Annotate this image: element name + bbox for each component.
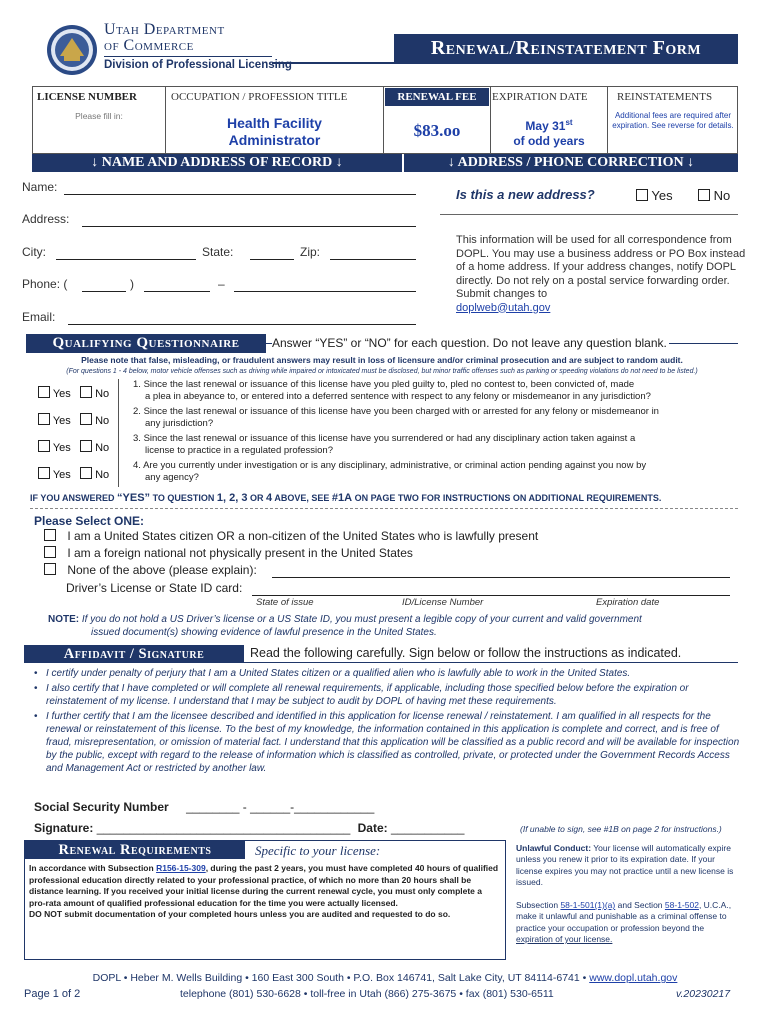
yes-label: Yes (52, 469, 71, 481)
no-checkbox[interactable] (80, 440, 92, 452)
question-text (118, 460, 736, 487)
if-yes-rule (30, 508, 738, 509)
if-yes-pre: IF YOU ANSWERED (30, 493, 115, 503)
if-yes-instruction (30, 492, 742, 504)
affidavit-instruction: Read the following carefully. Sign below or follow the instructions as indicated. (250, 646, 682, 660)
dl-field[interactable] (252, 595, 730, 596)
state-field[interactable] (250, 259, 294, 260)
license-number-field[interactable] (33, 107, 165, 153)
no-checkbox[interactable] (698, 189, 710, 201)
footer-address (0, 972, 770, 984)
statute-pre: Subsection (516, 900, 559, 911)
statute-mid: and Section (617, 900, 663, 911)
yes-label: Yes (651, 188, 673, 203)
select-one-title: Please Select ONE: (34, 514, 145, 528)
rule-link[interactable]: R156-15-309 (156, 863, 206, 873)
signature-label: Signature: (34, 821, 94, 835)
yes-label: Yes (52, 442, 71, 454)
new-address-question (456, 187, 595, 202)
signature-row (34, 821, 464, 835)
lawful-presence-note (48, 613, 738, 639)
phone-area-field[interactable] (82, 291, 126, 292)
unlawful-text: Your license will automatically expire unless you renew it prior to its expiration date. If your license expires you may not practice until a new license is issued. (516, 843, 734, 887)
ssn-label: Social Security Number (34, 800, 169, 814)
question-num: 2. (133, 406, 141, 417)
no-label: No (95, 442, 110, 454)
no-checkbox[interactable] (80, 413, 92, 425)
email-field[interactable] (68, 324, 416, 325)
phone-prefix-field[interactable] (144, 291, 210, 292)
question-yes[interactable] (38, 386, 71, 400)
title-rule (272, 62, 738, 64)
correction-info-text: This information will be used for all correspondence from DOPL. You may use a business address or PO Box instead of a home address. If your address changes, notify DOPL directly. Do not rely on a postal service forwarding order. Submit changes to (456, 234, 746, 300)
address-field[interactable] (82, 226, 416, 227)
date-label: Date: (357, 821, 388, 835)
note-line2: issued document(s) showing evidence of lawful presence in the United States. (91, 627, 437, 638)
option-none[interactable] (44, 563, 257, 577)
question-yes[interactable] (38, 440, 71, 454)
agency-line2: of Commerce (104, 37, 194, 54)
email-label: Email: (22, 310, 56, 324)
question-line1: Are you currently under investigation or is any disciplinary, administrative, or criminal action pending against you now by (143, 460, 647, 471)
unable-to-sign-note: (If unable to sign, see #1B on page 2 for instructions.) (520, 824, 722, 834)
question-line2: license to practice in a regulated profession? (145, 444, 334, 456)
new-address-label: Is this a new address? (456, 187, 595, 202)
no-label: No (95, 415, 110, 427)
unlawful-title: Unlawful Conduct: (516, 843, 592, 853)
if-yes-mid2: ABOVE, SEE (274, 493, 330, 503)
question-num: 1. (133, 379, 141, 390)
expiration-value (491, 115, 607, 149)
yes-checkbox[interactable] (38, 386, 50, 398)
yes-checkbox[interactable] (636, 189, 648, 201)
id-number-label: ID/License Number (402, 597, 484, 608)
none-checkbox[interactable] (44, 563, 56, 575)
question-no[interactable] (80, 413, 109, 427)
city-field[interactable] (56, 259, 196, 260)
address-correction-header: ↓ ADDRESS / PHONE CORRECTION ↓ (404, 154, 738, 172)
new-address-yes[interactable] (636, 188, 673, 203)
fill-in-hint: Please fill in: (75, 111, 123, 121)
phone-dash: – (218, 277, 225, 291)
question-line1: Since the last renewal or issuance of this license have you been charged with or arrested for any felony or misdemeanor in (143, 406, 659, 417)
form-title: Renewal/Reinstatement Form (394, 34, 738, 62)
correction-info (456, 234, 752, 315)
name-address-header: ↓ NAME AND ADDRESS OF RECORD ↓ (32, 154, 402, 172)
no-label: No (95, 469, 110, 481)
ssn-field[interactable]: ________ - ______-____________ (186, 800, 375, 814)
requirements-body (29, 863, 499, 921)
if-yes-ref: #1A (331, 492, 353, 504)
note-line1: If you do not hold a US Driver’s license or a US State ID, you must present a legible copy of your current and valid government (81, 614, 642, 625)
foreign-checkbox[interactable] (44, 546, 56, 558)
name-field[interactable] (64, 194, 416, 195)
statute-link-1[interactable]: 58-1-501(1)(a) (560, 900, 616, 911)
zip-field[interactable] (330, 259, 416, 260)
state-label: State: (202, 245, 234, 259)
website-link[interactable]: www.dopl.utah.gov (589, 972, 678, 984)
option-foreign[interactable] (44, 546, 413, 560)
questionnaire-warning: Please note that false, misleading, or fraudulent answers may result in loss of licensure and/or criminal prosecution and are subject to random audit. (81, 355, 683, 365)
statute-link-2[interactable]: 58-1-502 (664, 900, 699, 911)
expiration-day: May 31 (525, 119, 566, 133)
record-fields (22, 176, 422, 326)
question-line1: Since the last renewal or issuance of this license have you surrendered or had any disciplinary action taken against a (143, 433, 636, 444)
question-row (34, 379, 740, 406)
col-expiration-header: EXPIRATION DATE (492, 91, 588, 103)
yes-label: Yes (52, 415, 71, 427)
affidavit-item: • I also certify that I have completed or will complete all renewal requirements, if applicable, including those specified below before the expiration or reinstatement of my license. I understand that I may be subject to audit by DOPL of having met these requirements. (34, 682, 746, 708)
renewal-fee-value: $83.oo (413, 121, 461, 140)
expiration-date-label: Expiration date (596, 597, 660, 608)
statute-link-3[interactable]: expiration of your license. (516, 934, 613, 945)
correction-field-area[interactable] (440, 214, 738, 215)
city-label: City: (22, 245, 46, 259)
requirements-header: Renewal Requirements (25, 841, 245, 859)
question-line2: any jurisdiction? (145, 417, 214, 429)
occupation-line1: Health Facility (227, 115, 322, 131)
address-label: Address: (22, 212, 70, 226)
form-version: v.20230217 (676, 988, 731, 1000)
col-license-header: LICENSE NUMBER (37, 91, 137, 103)
col-reinstatements-header: REINSTATEMENTS (617, 91, 713, 103)
affidavit-list (34, 667, 746, 777)
none-label: None of the above (please explain): (67, 563, 257, 577)
col-occupation-header: OCCUPATION / PROFESSION TITLE (171, 91, 348, 103)
signature-field[interactable]: ______________________________________ (96, 821, 351, 835)
phone-label: Phone: ( (22, 277, 68, 291)
option-citizen[interactable] (44, 529, 538, 543)
questionnaire-instruction: Answer “YES” or “NO” for each question. Do not leave any question blank. (272, 336, 667, 350)
question-row (34, 433, 740, 460)
statute-post: , U.C.A., make it unlawful and punishable as a criminal offense to practice your occupation or profession beyond the (516, 900, 732, 933)
question-text (118, 433, 736, 460)
affidavit-header: Affidavit / Signature (24, 645, 244, 663)
yes-label: Yes (52, 388, 71, 400)
phone-paren: ) (130, 277, 134, 291)
col-fee-header: RENEWAL FEE (385, 88, 489, 106)
state-seal (46, 24, 98, 76)
requirements-subtitle: Specific to your license: (255, 843, 381, 858)
note-label: NOTE: (48, 614, 80, 625)
agency-name (104, 22, 225, 54)
question-line2: any agency? (145, 471, 199, 483)
affidavit-item: • I certify under penalty of perjury that I am a United States citizen or a qualified alien who is lawfully able to work in the United States. (34, 667, 746, 680)
citizen-checkbox[interactable] (44, 529, 56, 541)
phone-line-field[interactable] (234, 291, 416, 292)
license-table (32, 86, 738, 154)
state-of-issue-label: State of issue (256, 597, 314, 608)
if-yes-4: 4 (266, 492, 273, 504)
req-body-pre: In accordance with Subsection (29, 863, 154, 873)
citizen-label: I am a United States citizen OR a non-citizen of the United States who is lawfully present (67, 529, 539, 543)
question-row (34, 460, 740, 487)
zip-label: Zip: (300, 245, 321, 259)
no-checkbox[interactable] (80, 386, 92, 398)
occupation-line2: Administrator (228, 132, 321, 148)
no-checkbox[interactable] (80, 467, 92, 479)
unlawful-conduct (516, 843, 742, 945)
dl-label: Driver’s License or State ID card: (66, 581, 243, 595)
name-label: Name: (22, 180, 58, 194)
reinstatement-note: Additional fees are required after expiration. See reverse for details. (612, 111, 734, 130)
question-no[interactable] (80, 467, 109, 481)
yes-checkbox[interactable] (38, 413, 50, 425)
occupation-value (166, 115, 383, 149)
yes-checkbox[interactable] (38, 440, 50, 452)
page-number: Page 1 of 2 (24, 988, 81, 1000)
req-body-post: , during the past 2 years, you must have completed 40 hours of qualified professional education directly related to your professional practice, of which no more than 20 hours shall be distance learning. If you received your initial license during the current renewal cycle, you must only complete a pro-rata amount of qualified professional education for the time you were actually licensed. (29, 863, 499, 908)
footer-address-text: DOPL • Heber M. Wells Building • 160 East 300 South • P.O. Box 146741, Salt Lake City, UT 84114-6741 • (92, 972, 587, 984)
footer-phones: telephone (801) 530-6628 • toll-free in Utah (866) 275-3675 • fax (801) 530-6511 (180, 988, 554, 1000)
ssn-row (34, 800, 374, 814)
question-text (118, 379, 736, 406)
question-row (34, 406, 740, 433)
question-yes[interactable] (38, 413, 71, 427)
dopl-email-link[interactable]: doplweb@utah.gov (456, 301, 551, 314)
question-no[interactable] (80, 440, 109, 454)
expiration-line2: of odd years (513, 134, 585, 148)
question-list (34, 379, 740, 489)
question-yes[interactable] (38, 467, 71, 481)
questionnaire-header: Qualifying Questionnaire (26, 334, 266, 353)
yes-checkbox[interactable] (38, 467, 50, 479)
question-text (118, 406, 736, 433)
date-field[interactable]: ___________ (391, 821, 465, 835)
if-yes-or: OR (250, 493, 264, 503)
foreign-label: I am a foreign national not physically present in the United States (67, 546, 413, 560)
question-line1: Since the last renewal or issuance of this license have you pled guilty to, pled no contest to, been convicted of, made (143, 379, 635, 390)
no-label: No (713, 188, 731, 203)
header-rule (104, 56, 272, 57)
expiration-sup: st (565, 118, 573, 127)
unlawful-statute (516, 900, 742, 945)
new-address-no[interactable] (698, 188, 730, 203)
if-yes-quote: “YES” (117, 492, 151, 504)
explain-field[interactable] (272, 577, 730, 578)
question-line2: a plea in abeyance to, or entered into a deferred sentence with respect to any felony or misdemeanor in any jurisdiction? (145, 390, 651, 402)
requirements-box (24, 840, 506, 960)
if-yes-nums: 1, 2, 3 (216, 492, 248, 504)
if-yes-post: ON PAGE TWO FOR INSTRUCTIONS ON ADDITIONAL REQUIREMENTS. (354, 493, 662, 503)
no-label: No (95, 388, 110, 400)
question-no[interactable] (80, 386, 109, 400)
seal-icon (46, 24, 98, 76)
agency-line1: Utah Department (104, 21, 225, 38)
req-do-not: DO NOT submit documentation of your completed hours unless you are audited and requested to do so. (29, 909, 451, 919)
division-name: Division of Professional Licensing (104, 59, 292, 71)
questionnaire-note: (For questions 1 - 4 below, motor vehicle offenses such as driving while impaired or intoxicated must be disclosed, but minor traffic offenses such as parking or speeding violations do not need to be listed.) (66, 368, 698, 375)
question-num: 4. (133, 460, 141, 471)
affidavit-item: • I further certify that I am the licensee described and identified in this application for license renewal / reinstatement. I am qualified in all respects for the renewal or reinstatement of this license. To the best of my knowledge, the information contained in this application is complete and correct, and is free of fraud, misrepresentation, or omission of material fact. I understand that this application will be classified as a public record and will be available for inspection by the public, except with regard to the release of information which is classified as controlled, private, or protected under the Government Records Access and Management Act or restricted by another law. (34, 710, 746, 775)
if-yes-mid1: TO QUESTION (152, 493, 215, 503)
question-num: 3. (133, 433, 141, 444)
